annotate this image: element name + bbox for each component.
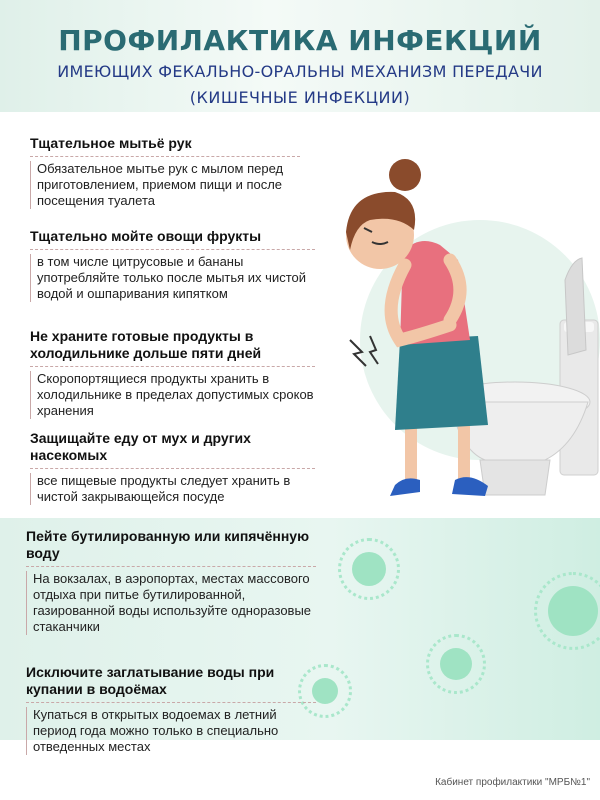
tip-title: Не храните готовые продукты в холодильнике дольше пяти дней [30, 328, 315, 367]
tip-title: Пейте бутилированную или кипячённую воду [26, 528, 316, 567]
tip-wash-vegetables [30, 228, 315, 302]
page-subtitle-secondary: (КИШЕЧНЫЕ ИНФЕКЦИИ) [189, 88, 411, 107]
tip-text: в том числе цитрусовые и бананы употребляйте только после мытья их чистой водой и ошпаривания кипятком [30, 254, 315, 302]
tip-title: Защищайте еду от мух и других насекомых [30, 430, 315, 469]
page-title: ПРОФИЛАКТИКА ИНФЕКЦИЙ [58, 24, 542, 57]
tip-swimming [26, 664, 316, 755]
tip-text: Скоропортящиеся продукты хранить в холодильнике в пределах допустимых сроков хранения [30, 371, 315, 419]
virus-icon [440, 648, 472, 680]
tip-title: Тщательное мытьё рук [30, 135, 300, 157]
page-subtitle: ИМЕЮЩИХ ФЕКАЛЬНО-ОРАЛЬНЫ МЕХАНИЗМ ПЕРЕДАЧИ [57, 62, 543, 81]
sick-woman-illustration [310, 140, 600, 520]
tip-hand-washing [30, 135, 300, 209]
tip-title: Исключите заглатывание воды при купании в водоёмах [26, 664, 316, 703]
tip-protect-food [30, 430, 315, 505]
tip-text: Обязательное мытье рук с мылом перед приготовлением, приемом пищи и после посещения туалета [30, 161, 300, 209]
footer-credit: Кабинет профилактики "МРБ№1" [435, 777, 590, 788]
virus-icon [352, 552, 386, 586]
tip-text: Купаться в открытых водоемах в летний период года можно только в специально отведенных местах [26, 707, 316, 755]
tip-text: На вокзалах, в аэропортах, местах массового отдыха при питье бутилированной, газированной воды используйте одноразовые стаканчики [26, 571, 316, 635]
tip-fridge-storage [30, 328, 315, 419]
tip-bottled-water [26, 528, 316, 635]
virus-icon [548, 586, 598, 636]
tip-title: Тщательно мойте овощи фрукты [30, 228, 315, 250]
tip-text: все пищевые продукты следует хранить в чистой закрывающейся посуде [30, 473, 315, 505]
